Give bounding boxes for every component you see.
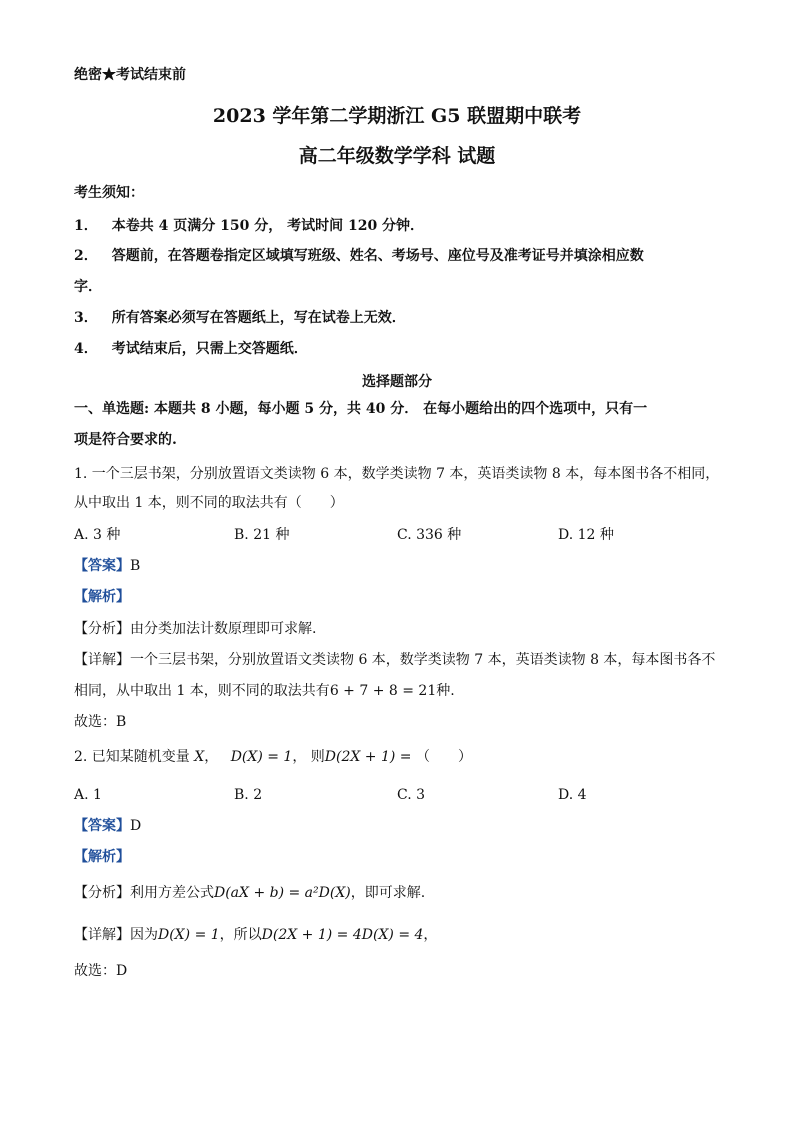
detail-math: D(2X + 1) = 4D(X) = 4 <box>261 927 424 943</box>
q2-option-a: A. 1 <box>74 787 102 803</box>
notice-item-2-cont: 字． <box>74 279 102 295</box>
q2-stem-math: X <box>194 749 205 765</box>
analysis-label: 【解析】 <box>74 589 130 605</box>
fenxi-math: D(aX + b) = a²D(X) <box>214 885 351 901</box>
confidential-mark: 绝密★考试结束前 <box>74 67 186 83</box>
q2-stem-math: D(2X + 1) <box>324 749 396 765</box>
detail-label: 【详解】 <box>74 927 130 943</box>
notice-heading: 考生须知： <box>74 185 144 201</box>
q1-choose <box>74 713 126 731</box>
q1-stem-line2: 从中取出 1 本，则不同的取法共有（ ） <box>74 495 344 511</box>
fenxi-text: 由分类加法计数原理即可求解. <box>130 621 317 637</box>
exam-subtitle: 高二年级数学学科 试题 <box>298 145 496 167</box>
q2-option-d: D. 4 <box>558 787 587 803</box>
q2-choose <box>74 962 127 980</box>
analysis-label: 【解析】 <box>74 849 130 865</box>
detail-text: 种. <box>436 683 455 699</box>
q1-detail-line2 <box>74 682 455 700</box>
fenxi-label: 【分析】 <box>74 885 130 901</box>
notice-text: 本卷共 4 页满分 150 分， 考试时间 120 分钟． <box>111 218 425 234</box>
q2-stem-text: ， <box>204 749 219 765</box>
notice-num: 3． <box>74 310 98 326</box>
choose-label: 故选： <box>74 963 116 979</box>
q2-stem-text: 2. 已知某随机变量 <box>74 749 190 765</box>
notice-num: 1． <box>74 218 98 234</box>
q2-answer <box>74 817 141 835</box>
notice-text: 考试结束后，只需上交答题纸． <box>111 341 308 357</box>
part-instructions-1: 一、单选题: 本题共 8 小题，每小题 5 分，共 40 分． 在每小题给出的四个选项中，只有一 <box>74 401 648 417</box>
q2-detail <box>74 926 437 944</box>
detail-text: 因为 <box>130 927 158 943</box>
detail-text: 一个三层书架，分别放置语文类读物 6 本，数学类读物 7 本，英语类读物 8 本，每本图书各不 <box>130 652 716 668</box>
notice-item-1 <box>74 217 424 235</box>
notice-text: 所有答案必须写在答题纸上，写在试卷上无效． <box>111 310 406 326</box>
section-title: 选择题部分 <box>362 374 432 390</box>
answer-label: 【答案】 <box>74 818 130 834</box>
detail-math: 6 + 7 + 8 = 21 <box>329 683 437 699</box>
detail-label: 【详解】 <box>74 652 130 668</box>
detail-text: ，所以 <box>219 927 262 943</box>
notice-item-2 <box>74 247 644 265</box>
choose-value: D <box>116 963 128 979</box>
q1-analysis <box>74 588 130 606</box>
fenxi-text: 利用方差公式 <box>130 885 214 901</box>
fenxi-label: 【分析】 <box>74 621 130 637</box>
q2-option-b: B. 2 <box>234 787 263 803</box>
notice-item-3 <box>74 309 406 327</box>
q1-option-c: C. 336 种 <box>397 527 462 543</box>
q2-option-c: C. 3 <box>397 787 426 803</box>
answer-value: D <box>130 818 142 834</box>
q1-option-a: A. 3 种 <box>74 527 121 543</box>
q1-answer <box>74 557 140 575</box>
answer-value: B <box>130 558 141 574</box>
q1-fenxi <box>74 620 316 638</box>
detail-text: 相同，从中取出 1 本，则不同的取法共有 <box>74 683 330 699</box>
q1-option-b: B. 21 种 <box>234 527 290 543</box>
choose-label: 故选： <box>74 714 116 730</box>
notice-num: 2． <box>74 248 98 264</box>
notice-num: 4． <box>74 341 98 357</box>
q2-stem-text: ， 则 <box>292 749 325 765</box>
answer-label: 【答案】 <box>74 558 130 574</box>
fenxi-text: ，即可求解. <box>350 885 426 901</box>
detail-math: D(X) = 1 <box>158 927 220 943</box>
q1-option-d: D. 12 种 <box>558 527 614 543</box>
part-instructions-2: 项是符合要求的. <box>74 432 177 448</box>
q2-stem-text: = （ ） <box>395 749 472 765</box>
q2-fenxi <box>74 884 425 902</box>
q1-detail-line1 <box>74 651 715 669</box>
q2-stem <box>74 748 472 766</box>
exam-title: 2023 学年第二学期浙江 G5 联盟期中联考 <box>212 105 582 127</box>
q2-stem-math: D(X) = 1 <box>230 749 293 765</box>
notice-text: 答题前，在答题卷指定区域填写班级、姓名、考场号、座位号及准考证号并填涂相应数 <box>111 248 644 264</box>
q1-stem-line1: 1. 一个三层书架，分别放置语文类读物 6 本，数学类读物 7 本，英语类读物 8 本，每本图书各不相同， <box>74 466 720 482</box>
q2-analysis <box>74 848 130 866</box>
notice-item-4 <box>74 340 308 358</box>
choose-value: B <box>116 714 127 730</box>
detail-text: ， <box>423 927 438 943</box>
